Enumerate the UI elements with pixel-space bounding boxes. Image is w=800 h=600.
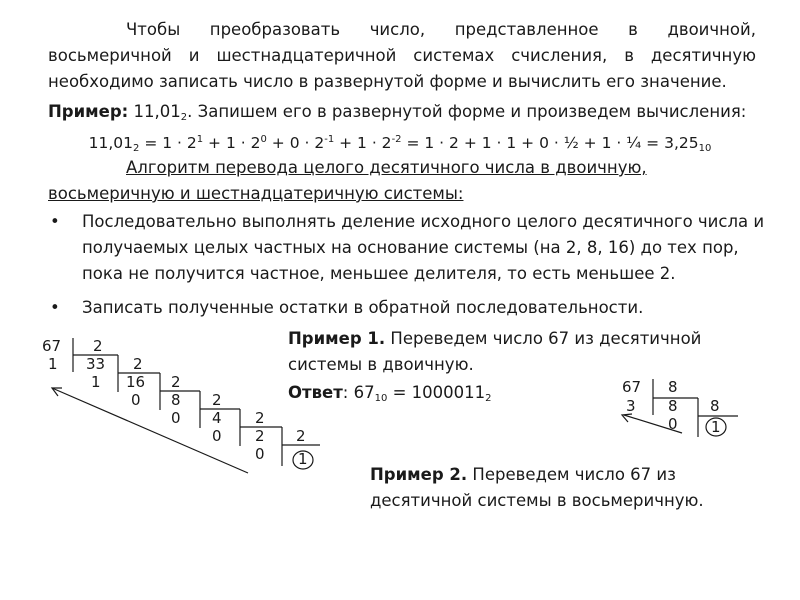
divisor-8: 8	[710, 397, 720, 415]
example-base: 2	[180, 112, 188, 123]
list-item-text: Последовательно выполнять деление исходного целого десятичного числа и получаемых целых частных на основание системы (на 2, 8, 16) до тех пор, пока не получится частное, меньшее делителя, то есть меньшее 2.	[82, 212, 765, 283]
dividend-67: 67	[42, 337, 62, 355]
answer-base-to: 2	[485, 393, 492, 404]
formula-exp1: 1	[196, 134, 204, 145]
example2-description	[370, 462, 710, 514]
remainder-0: 0	[212, 427, 222, 445]
remainder-1: 1	[48, 355, 58, 373]
answer-number: : 67	[342, 383, 375, 402]
dividend-16: 16	[126, 373, 146, 391]
final-quotient: 1	[298, 450, 308, 468]
arrow-head-icon	[622, 414, 632, 422]
example2-label: Пример 2.	[370, 465, 468, 484]
remainder-0: 0	[668, 415, 678, 433]
dividend-8: 8	[171, 391, 181, 409]
formula-term1: = 1 · 2	[139, 134, 197, 152]
divisor-2: 2	[296, 427, 306, 445]
final-quotient: 1	[711, 418, 721, 436]
formula-term3: + 0 · 2	[266, 134, 325, 152]
dividend-2: 2	[255, 427, 265, 445]
formula-exp2: 0	[260, 134, 267, 145]
formula-term2: + 1 · 2	[203, 134, 261, 152]
divisor-2: 2	[212, 391, 222, 409]
divisor-8: 8	[668, 378, 678, 396]
list-item	[48, 209, 768, 287]
remainder-0: 0	[255, 445, 265, 463]
formula-lhs: 11,01	[88, 134, 134, 152]
example-text: . Запишем его в развернутой форме и произведем вычисления:	[187, 102, 747, 121]
dividend-67: 67	[622, 378, 642, 396]
example1-answer	[288, 380, 492, 412]
example2-text: Переведем число 67 из десятичной системы в восьмеричную.	[370, 465, 704, 510]
formula-term4: + 1 · 2	[334, 134, 392, 152]
divisor-2: 2	[93, 337, 103, 355]
remainder-0: 0	[131, 391, 141, 409]
divisor-2: 2	[133, 355, 143, 373]
formula-result-base: 10	[698, 143, 712, 154]
remainder-3: 3	[626, 397, 636, 415]
example-label: Пример:	[48, 102, 129, 121]
dividend-33: 33	[86, 355, 106, 373]
bullet-icon: •	[50, 212, 60, 231]
answer-result: = 1000011	[387, 383, 486, 402]
divisor-2: 2	[255, 409, 265, 427]
remainder-1: 1	[91, 373, 101, 391]
intro-paragraph: Чтобы преобразовать число, представленное в двоичной, восьмеричной и шестнадцатеричной системах счисления, в десятичную необходимо записать число в развернутой форме и вычислить его значение.	[48, 20, 756, 91]
example-number: 11,01	[133, 102, 181, 121]
remainder-0: 0	[171, 409, 181, 427]
example1-label: Пример 1.	[288, 329, 386, 348]
formula-exp3: -1	[324, 134, 335, 145]
formula-exp4: -2	[391, 134, 402, 145]
formula-lhs-base: 2	[133, 143, 140, 154]
algorithm-steps	[48, 209, 768, 329]
answer-base-from: 10	[374, 393, 388, 404]
answer-label: Ответ	[288, 383, 343, 402]
bullet-icon: •	[50, 298, 60, 317]
divisor-2: 2	[171, 373, 181, 391]
example1-description	[288, 326, 708, 378]
dividend-8: 8	[668, 397, 678, 415]
algorithm-title: Алгоритм перевода целого десятичного числа в двоичную, восьмеричную и шестнадцатеричную системы:	[48, 158, 647, 203]
list-item-text: Записать полученные остатки в обратной последовательности.	[82, 298, 644, 317]
dividend-4: 4	[212, 409, 222, 427]
example1-text: Переведем число 67 из десятичной системы в двоичную.	[288, 329, 702, 374]
list-item	[48, 295, 768, 321]
formula-rest: = 1 · 2 + 1 · 1 + 0 · ½ + 1 · ¼ = 3,25	[401, 134, 699, 152]
